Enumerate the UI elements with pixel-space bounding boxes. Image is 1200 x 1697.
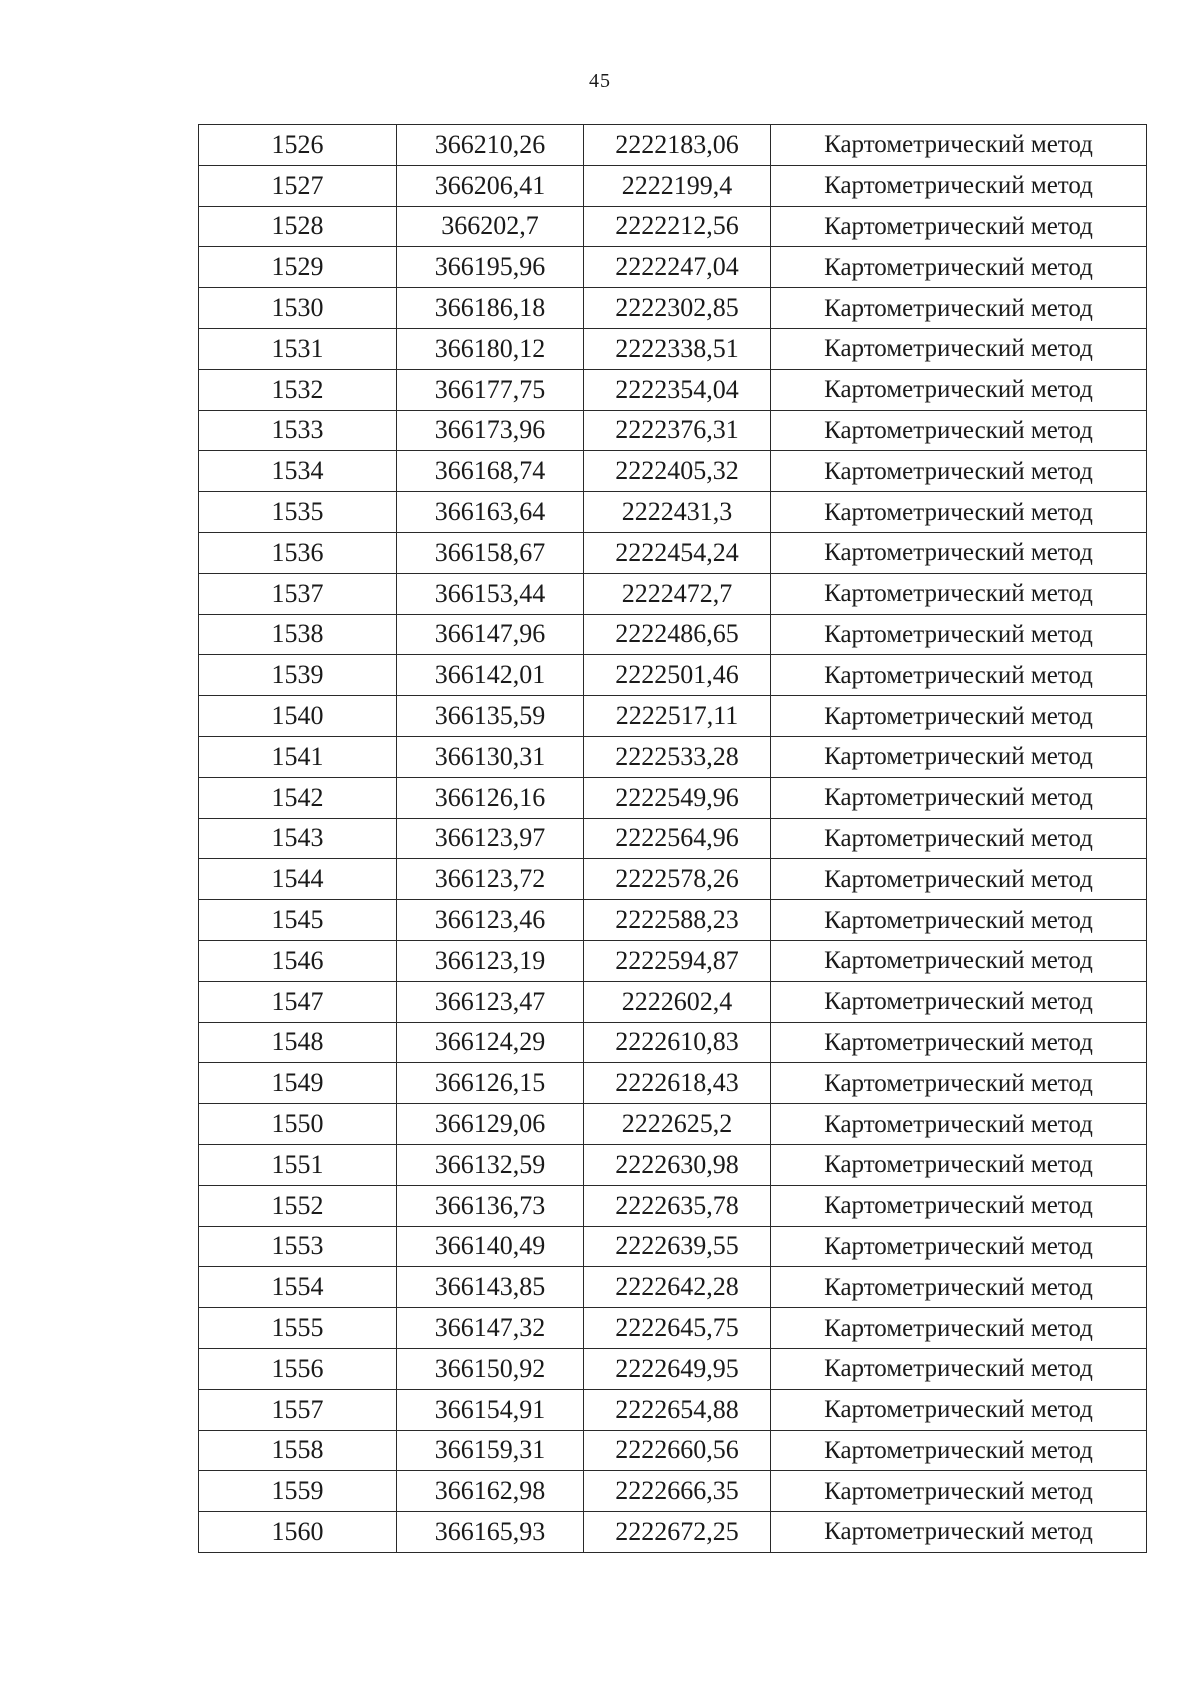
table-row xyxy=(199,614,1147,655)
point-number-cell: 1559 xyxy=(199,1471,397,1512)
method-cell: Картометрический метод xyxy=(771,492,1147,533)
x-coordinate-cell: 366126,15 xyxy=(397,1063,584,1104)
table-row xyxy=(199,1185,1147,1226)
table-row xyxy=(199,859,1147,900)
point-number-cell: 1535 xyxy=(199,492,397,533)
table-row xyxy=(199,736,1147,777)
point-number-cell: 1529 xyxy=(199,247,397,288)
method-cell: Картометрический метод xyxy=(771,859,1147,900)
x-coordinate-cell: 366180,12 xyxy=(397,328,584,369)
x-coordinate-cell: 366153,44 xyxy=(397,573,584,614)
y-coordinate-cell: 2222564,96 xyxy=(584,818,771,859)
y-coordinate-cell: 2222486,65 xyxy=(584,614,771,655)
y-coordinate-cell: 2222517,11 xyxy=(584,696,771,737)
method-cell: Картометрический метод xyxy=(771,1022,1147,1063)
method-cell: Картометрический метод xyxy=(771,900,1147,941)
method-cell: Картометрический метод xyxy=(771,1144,1147,1185)
table-row xyxy=(199,940,1147,981)
point-number-cell: 1560 xyxy=(199,1512,397,1553)
point-number-cell: 1555 xyxy=(199,1308,397,1349)
method-cell: Картометрический метод xyxy=(771,1308,1147,1349)
point-number-cell: 1527 xyxy=(199,165,397,206)
point-number-cell: 1556 xyxy=(199,1348,397,1389)
method-cell: Картометрический метод xyxy=(771,981,1147,1022)
y-coordinate-cell: 2222212,56 xyxy=(584,206,771,247)
x-coordinate-cell: 366206,41 xyxy=(397,165,584,206)
method-cell: Картометрический метод xyxy=(771,532,1147,573)
method-cell: Картометрический метод xyxy=(771,1389,1147,1430)
x-coordinate-cell: 366123,19 xyxy=(397,940,584,981)
point-number-cell: 1557 xyxy=(199,1389,397,1430)
x-coordinate-cell: 366168,74 xyxy=(397,451,584,492)
page-number: 45 xyxy=(589,70,611,92)
point-number-cell: 1533 xyxy=(199,410,397,451)
method-cell: Картометрический метод xyxy=(771,288,1147,329)
table-row xyxy=(199,981,1147,1022)
y-coordinate-cell: 2222594,87 xyxy=(584,940,771,981)
method-cell: Картометрический метод xyxy=(771,451,1147,492)
table-row xyxy=(199,410,1147,451)
table-row xyxy=(199,1308,1147,1349)
y-coordinate-cell: 2222199,4 xyxy=(584,165,771,206)
method-cell: Картометрический метод xyxy=(771,1348,1147,1389)
table-row xyxy=(199,1226,1147,1267)
coordinates-table-body xyxy=(199,125,1147,1553)
method-cell: Картометрический метод xyxy=(771,206,1147,247)
method-cell: Картометрический метод xyxy=(771,247,1147,288)
method-cell: Картометрический метод xyxy=(771,1063,1147,1104)
x-coordinate-cell: 366123,47 xyxy=(397,981,584,1022)
x-coordinate-cell: 366123,97 xyxy=(397,818,584,859)
y-coordinate-cell: 2222302,85 xyxy=(584,288,771,329)
x-coordinate-cell: 366165,93 xyxy=(397,1512,584,1553)
x-coordinate-cell: 366159,31 xyxy=(397,1430,584,1471)
point-number-cell: 1536 xyxy=(199,532,397,573)
table-row xyxy=(199,1267,1147,1308)
method-cell: Картометрический метод xyxy=(771,614,1147,655)
y-coordinate-cell: 2222618,43 xyxy=(584,1063,771,1104)
x-coordinate-cell: 366162,98 xyxy=(397,1471,584,1512)
point-number-cell: 1539 xyxy=(199,655,397,696)
y-coordinate-cell: 2222625,2 xyxy=(584,1104,771,1145)
table-row xyxy=(199,125,1147,166)
method-cell: Картометрический метод xyxy=(771,1512,1147,1553)
x-coordinate-cell: 366186,18 xyxy=(397,288,584,329)
table-row xyxy=(199,288,1147,329)
method-cell: Картометрический метод xyxy=(771,1267,1147,1308)
y-coordinate-cell: 2222454,24 xyxy=(584,532,771,573)
method-cell: Картометрический метод xyxy=(771,940,1147,981)
x-coordinate-cell: 366129,06 xyxy=(397,1104,584,1145)
x-coordinate-cell: 366150,92 xyxy=(397,1348,584,1389)
y-coordinate-cell: 2222405,32 xyxy=(584,451,771,492)
x-coordinate-cell: 366140,49 xyxy=(397,1226,584,1267)
x-coordinate-cell: 366124,29 xyxy=(397,1022,584,1063)
method-cell: Картометрический метод xyxy=(771,125,1147,166)
point-number-cell: 1544 xyxy=(199,859,397,900)
point-number-cell: 1540 xyxy=(199,696,397,737)
x-coordinate-cell: 366126,16 xyxy=(397,777,584,818)
x-coordinate-cell: 366195,96 xyxy=(397,247,584,288)
x-coordinate-cell: 366210,26 xyxy=(397,125,584,166)
x-coordinate-cell: 366130,31 xyxy=(397,736,584,777)
y-coordinate-cell: 2222431,3 xyxy=(584,492,771,533)
table-row xyxy=(199,696,1147,737)
table-row xyxy=(199,1022,1147,1063)
point-number-cell: 1551 xyxy=(199,1144,397,1185)
point-number-cell: 1547 xyxy=(199,981,397,1022)
point-number-cell: 1526 xyxy=(199,125,397,166)
x-coordinate-cell: 366147,32 xyxy=(397,1308,584,1349)
table-row xyxy=(199,247,1147,288)
point-number-cell: 1528 xyxy=(199,206,397,247)
point-number-cell: 1542 xyxy=(199,777,397,818)
method-cell: Картометрический метод xyxy=(771,777,1147,818)
table-row xyxy=(199,655,1147,696)
table-row xyxy=(199,206,1147,247)
method-cell: Картометрический метод xyxy=(771,655,1147,696)
x-coordinate-cell: 366154,91 xyxy=(397,1389,584,1430)
method-cell: Картометрический метод xyxy=(771,1104,1147,1145)
x-coordinate-cell: 366202,7 xyxy=(397,206,584,247)
point-number-cell: 1537 xyxy=(199,573,397,614)
point-number-cell: 1545 xyxy=(199,900,397,941)
point-number-cell: 1549 xyxy=(199,1063,397,1104)
y-coordinate-cell: 2222672,25 xyxy=(584,1512,771,1553)
table-row xyxy=(199,1104,1147,1145)
method-cell: Картометрический метод xyxy=(771,736,1147,777)
method-cell: Картометрический метод xyxy=(771,369,1147,410)
table-row xyxy=(199,1348,1147,1389)
point-number-cell: 1553 xyxy=(199,1226,397,1267)
x-coordinate-cell: 366147,96 xyxy=(397,614,584,655)
point-number-cell: 1541 xyxy=(199,736,397,777)
point-number-cell: 1543 xyxy=(199,818,397,859)
x-coordinate-cell: 366158,67 xyxy=(397,532,584,573)
table-row xyxy=(199,492,1147,533)
y-coordinate-cell: 2222549,96 xyxy=(584,777,771,818)
table-row xyxy=(199,818,1147,859)
y-coordinate-cell: 2222501,46 xyxy=(584,655,771,696)
point-number-cell: 1532 xyxy=(199,369,397,410)
method-cell: Картометрический метод xyxy=(771,165,1147,206)
y-coordinate-cell: 2222635,78 xyxy=(584,1185,771,1226)
y-coordinate-cell: 2222588,23 xyxy=(584,900,771,941)
table-row xyxy=(199,165,1147,206)
table-row xyxy=(199,451,1147,492)
method-cell: Картометрический метод xyxy=(771,328,1147,369)
x-coordinate-cell: 366123,46 xyxy=(397,900,584,941)
table-row xyxy=(199,777,1147,818)
point-number-cell: 1552 xyxy=(199,1185,397,1226)
table-row xyxy=(199,1063,1147,1104)
table-row xyxy=(199,1471,1147,1512)
method-cell: Картометрический метод xyxy=(771,1226,1147,1267)
y-coordinate-cell: 2222654,88 xyxy=(584,1389,771,1430)
x-coordinate-cell: 366177,75 xyxy=(397,369,584,410)
x-coordinate-cell: 366136,73 xyxy=(397,1185,584,1226)
table-row xyxy=(199,573,1147,614)
point-number-cell: 1554 xyxy=(199,1267,397,1308)
point-number-cell: 1546 xyxy=(199,940,397,981)
y-coordinate-cell: 2222639,55 xyxy=(584,1226,771,1267)
table-row xyxy=(199,1430,1147,1471)
method-cell: Картометрический метод xyxy=(771,696,1147,737)
point-number-cell: 1538 xyxy=(199,614,397,655)
method-cell: Картометрический метод xyxy=(771,410,1147,451)
point-number-cell: 1531 xyxy=(199,328,397,369)
y-coordinate-cell: 2222472,7 xyxy=(584,573,771,614)
y-coordinate-cell: 2222645,75 xyxy=(584,1308,771,1349)
method-cell: Картометрический метод xyxy=(771,1185,1147,1226)
y-coordinate-cell: 2222578,26 xyxy=(584,859,771,900)
x-coordinate-cell: 366123,72 xyxy=(397,859,584,900)
y-coordinate-cell: 2222660,56 xyxy=(584,1430,771,1471)
table-row xyxy=(199,900,1147,941)
table-row xyxy=(199,1389,1147,1430)
table-row xyxy=(199,1512,1147,1553)
coordinates-table xyxy=(198,124,1147,1553)
y-coordinate-cell: 2222666,35 xyxy=(584,1471,771,1512)
y-coordinate-cell: 2222602,4 xyxy=(584,981,771,1022)
x-coordinate-cell: 366132,59 xyxy=(397,1144,584,1185)
x-coordinate-cell: 366143,85 xyxy=(397,1267,584,1308)
y-coordinate-cell: 2222630,98 xyxy=(584,1144,771,1185)
x-coordinate-cell: 366142,01 xyxy=(397,655,584,696)
y-coordinate-cell: 2222183,06 xyxy=(584,125,771,166)
method-cell: Картометрический метод xyxy=(771,573,1147,614)
method-cell: Картометрический метод xyxy=(771,818,1147,859)
y-coordinate-cell: 2222533,28 xyxy=(584,736,771,777)
point-number-cell: 1558 xyxy=(199,1430,397,1471)
method-cell: Картометрический метод xyxy=(771,1430,1147,1471)
table-row xyxy=(199,328,1147,369)
point-number-cell: 1550 xyxy=(199,1104,397,1145)
y-coordinate-cell: 2222247,04 xyxy=(584,247,771,288)
x-coordinate-cell: 366173,96 xyxy=(397,410,584,451)
y-coordinate-cell: 2222649,95 xyxy=(584,1348,771,1389)
y-coordinate-cell: 2222610,83 xyxy=(584,1022,771,1063)
point-number-cell: 1534 xyxy=(199,451,397,492)
point-number-cell: 1530 xyxy=(199,288,397,329)
y-coordinate-cell: 2222642,28 xyxy=(584,1267,771,1308)
point-number-cell: 1548 xyxy=(199,1022,397,1063)
y-coordinate-cell: 2222338,51 xyxy=(584,328,771,369)
x-coordinate-cell: 366163,64 xyxy=(397,492,584,533)
table-row xyxy=(199,532,1147,573)
table-row xyxy=(199,369,1147,410)
y-coordinate-cell: 2222354,04 xyxy=(584,369,771,410)
y-coordinate-cell: 2222376,31 xyxy=(584,410,771,451)
table-row xyxy=(199,1144,1147,1185)
method-cell: Картометрический метод xyxy=(771,1471,1147,1512)
x-coordinate-cell: 366135,59 xyxy=(397,696,584,737)
